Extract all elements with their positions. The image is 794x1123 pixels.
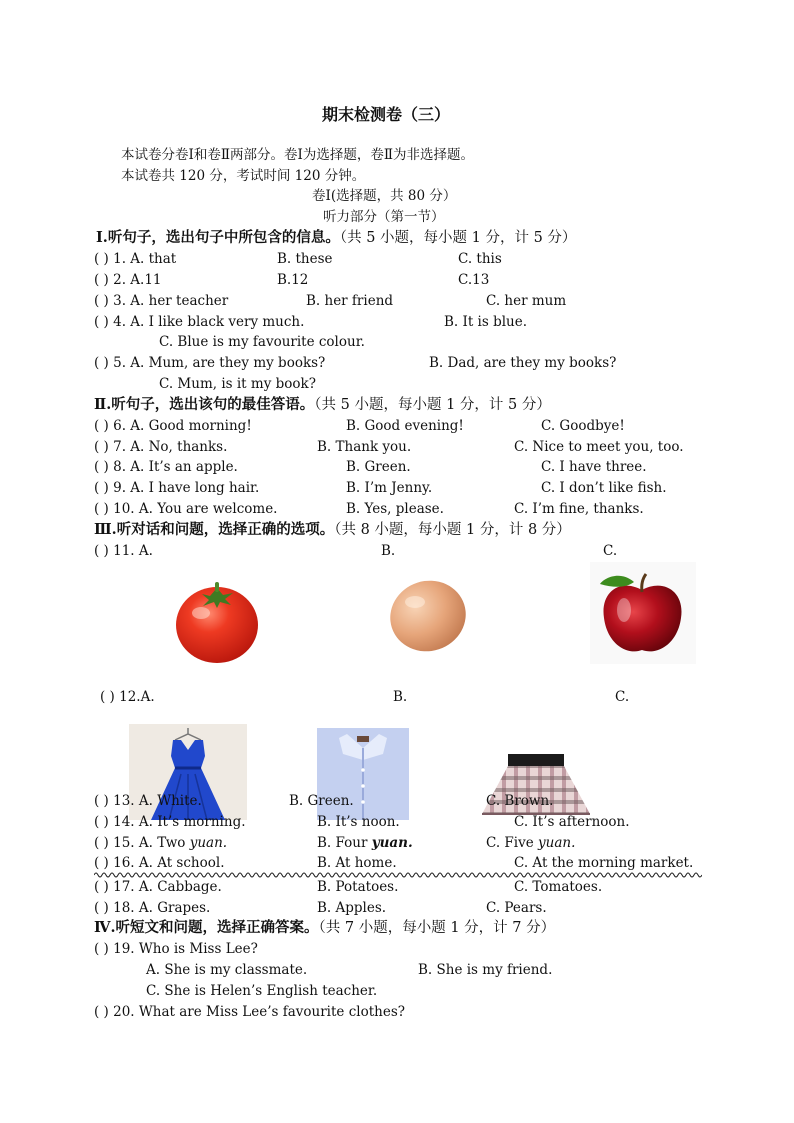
q19-stem: ( ) 19. Who is Miss Lee?	[94, 941, 258, 957]
q18-stem: ( ) 18. A. Grapes.	[94, 900, 211, 916]
q15-stem	[94, 834, 227, 852]
section-1-heading	[96, 229, 576, 247]
section-4-heading	[94, 919, 555, 937]
q4-option-b: B. It is blue.	[444, 314, 528, 330]
q11-option-c: C.	[603, 543, 618, 559]
q15-option-a: ( ) 15. A. Two	[94, 835, 186, 851]
section-3-num: Ⅲ.	[94, 521, 117, 538]
q10-option-c: C. I’m fine, thanks.	[514, 501, 644, 517]
q17-option-c: C. Tomatoes.	[514, 879, 603, 895]
section-3-title: 听对话和问题，选择正确的选项。	[116, 521, 335, 538]
q9-stem: ( ) 9. A. I have long hair.	[94, 480, 260, 496]
q14-option-b: B. It’s noon.	[317, 814, 400, 830]
q15-option-a-unit: yuan.	[189, 835, 228, 851]
q12-stem: ( ) 12.A.	[100, 689, 155, 705]
q19-option-c: C. She is Helen’s English teacher.	[146, 983, 378, 999]
section-1-num: Ⅰ.	[96, 229, 108, 246]
q2-option-c: C.13	[458, 272, 490, 288]
q1-stem: ( ) 1. A. that	[94, 251, 177, 267]
q3-stem: ( ) 3. A. her teacher	[94, 293, 229, 309]
q8-stem: ( ) 8. A. It’s an apple.	[94, 459, 238, 475]
q16-option-b: B. At home.	[317, 855, 397, 871]
q5-option-b: B. Dad, are they my books?	[429, 355, 617, 371]
section-3-heading	[94, 521, 571, 539]
apple-image	[590, 562, 696, 664]
q6-option-b: B. Good evening!	[346, 418, 464, 434]
q7-stem: ( ) 7. A. No, thanks.	[94, 439, 228, 455]
q10-option-b: B. Yes, please.	[346, 501, 444, 517]
q15-option-c-unit: yuan.	[538, 835, 576, 851]
q11-option-b: B.	[381, 543, 396, 559]
q10-stem: ( ) 10. A. You are welcome.	[94, 501, 278, 517]
q6-stem: ( ) 6. A. Good morning!	[94, 418, 252, 434]
q3-option-c: C. her mum	[486, 293, 567, 309]
tomato-image	[168, 580, 268, 666]
q14-option-c: C. It’s afternoon.	[514, 814, 630, 830]
section-3-note: （共 8 小题，每小题 1 分，计 8 分）	[334, 522, 571, 538]
q5-stem: ( ) 5. A. Mum, are they my books?	[94, 355, 326, 371]
q14-stem: ( ) 14. A. It’s morning.	[94, 814, 246, 830]
q7-option-b: B. Thank you.	[317, 439, 412, 455]
listening-heading: 听力部分（第一节）	[323, 209, 445, 225]
q2-option-b: B.12	[277, 272, 309, 288]
paper1-heading: 卷Ⅰ(选择题，共 80 分）	[312, 188, 457, 204]
q11-stem: ( ) 11. A.	[94, 543, 153, 559]
q15-option-b-text: B. Four	[317, 835, 368, 851]
q20-stem: ( ) 20. What are Miss Lee’s favourite clothes?	[94, 1004, 405, 1020]
q13-stem: ( ) 13. A. White.	[94, 793, 202, 809]
q18-option-b: B. Apples.	[317, 900, 387, 916]
q17-stem: ( ) 17. A. Cabbage.	[94, 879, 222, 895]
q2-stem: ( ) 2. A.11	[94, 272, 162, 288]
q4-stem: ( ) 4. A. I like black very much.	[94, 314, 305, 330]
q17-option-b: B. Potatoes.	[317, 879, 399, 895]
q6-option-c: C. Goodbye!	[541, 418, 625, 434]
q15-option-b-unit: yuan.	[371, 835, 413, 851]
q12-option-b: B.	[393, 689, 408, 705]
q1-option-b: B. these	[277, 251, 333, 267]
q15-option-c-text: C. Five	[486, 835, 534, 851]
intro-line-2: 本试卷共 120 分，考试时间 120 分钟。	[121, 168, 366, 184]
q5-option-c: C. Mum, is it my book?	[159, 376, 316, 392]
q16-option-c: C. At the morning market.	[514, 855, 694, 871]
q16-stem: ( ) 16. A. At school.	[94, 855, 225, 871]
q7-option-c: C. Nice to meet you, too.	[514, 439, 684, 455]
section-4-num: Ⅳ.	[94, 919, 116, 936]
q1-option-c: C. this	[458, 251, 502, 267]
q4-option-c: C. Blue is my favourite colour.	[159, 334, 365, 350]
q13-option-b: B. Green.	[289, 793, 354, 809]
section-2-note: （共 5 小题，每小题 1 分，计 5 分）	[314, 397, 551, 413]
page-title: 期末检测卷（三）	[322, 105, 451, 124]
q9-option-b: B. I’m Jenny.	[346, 480, 433, 496]
q19-option-a: A. She is my classmate.	[146, 962, 308, 978]
q8-option-b: B. Green.	[346, 459, 411, 475]
section-1-note: （共 5 小题，每小题 1 分，计 5 分）	[339, 230, 577, 246]
q3-option-b: B. her friend	[306, 293, 394, 309]
section-4-note: （共 7 小题，每小题 1 分，计 7 分）	[318, 920, 556, 936]
egg-image	[385, 578, 471, 658]
q15-option-c	[486, 834, 575, 852]
q19-option-b: B. She is my friend.	[418, 962, 553, 978]
q12-option-c: C.	[615, 689, 630, 705]
q9-option-c: C. I don’t like fish.	[541, 480, 667, 496]
section-2-num: Ⅱ.	[94, 396, 112, 413]
section-2-title: 听句子，选出该句的最佳答语。	[111, 396, 315, 413]
q15-option-b	[317, 834, 413, 852]
section-4-title: 听短文和问题，选择正确答案。	[115, 919, 319, 936]
section-2-heading	[94, 396, 551, 414]
section-1-title: 听句子，选出句子中所包含的信息。	[107, 229, 340, 246]
q18-option-c: C. Pears.	[486, 900, 547, 916]
intro-line-1: 本试卷分卷Ⅰ和卷Ⅱ两部分。卷Ⅰ为选择题，卷Ⅱ为非选择题。	[121, 147, 475, 163]
q13-option-c: C. Brown.	[486, 793, 554, 809]
q8-option-c: C. I have three.	[541, 459, 647, 475]
